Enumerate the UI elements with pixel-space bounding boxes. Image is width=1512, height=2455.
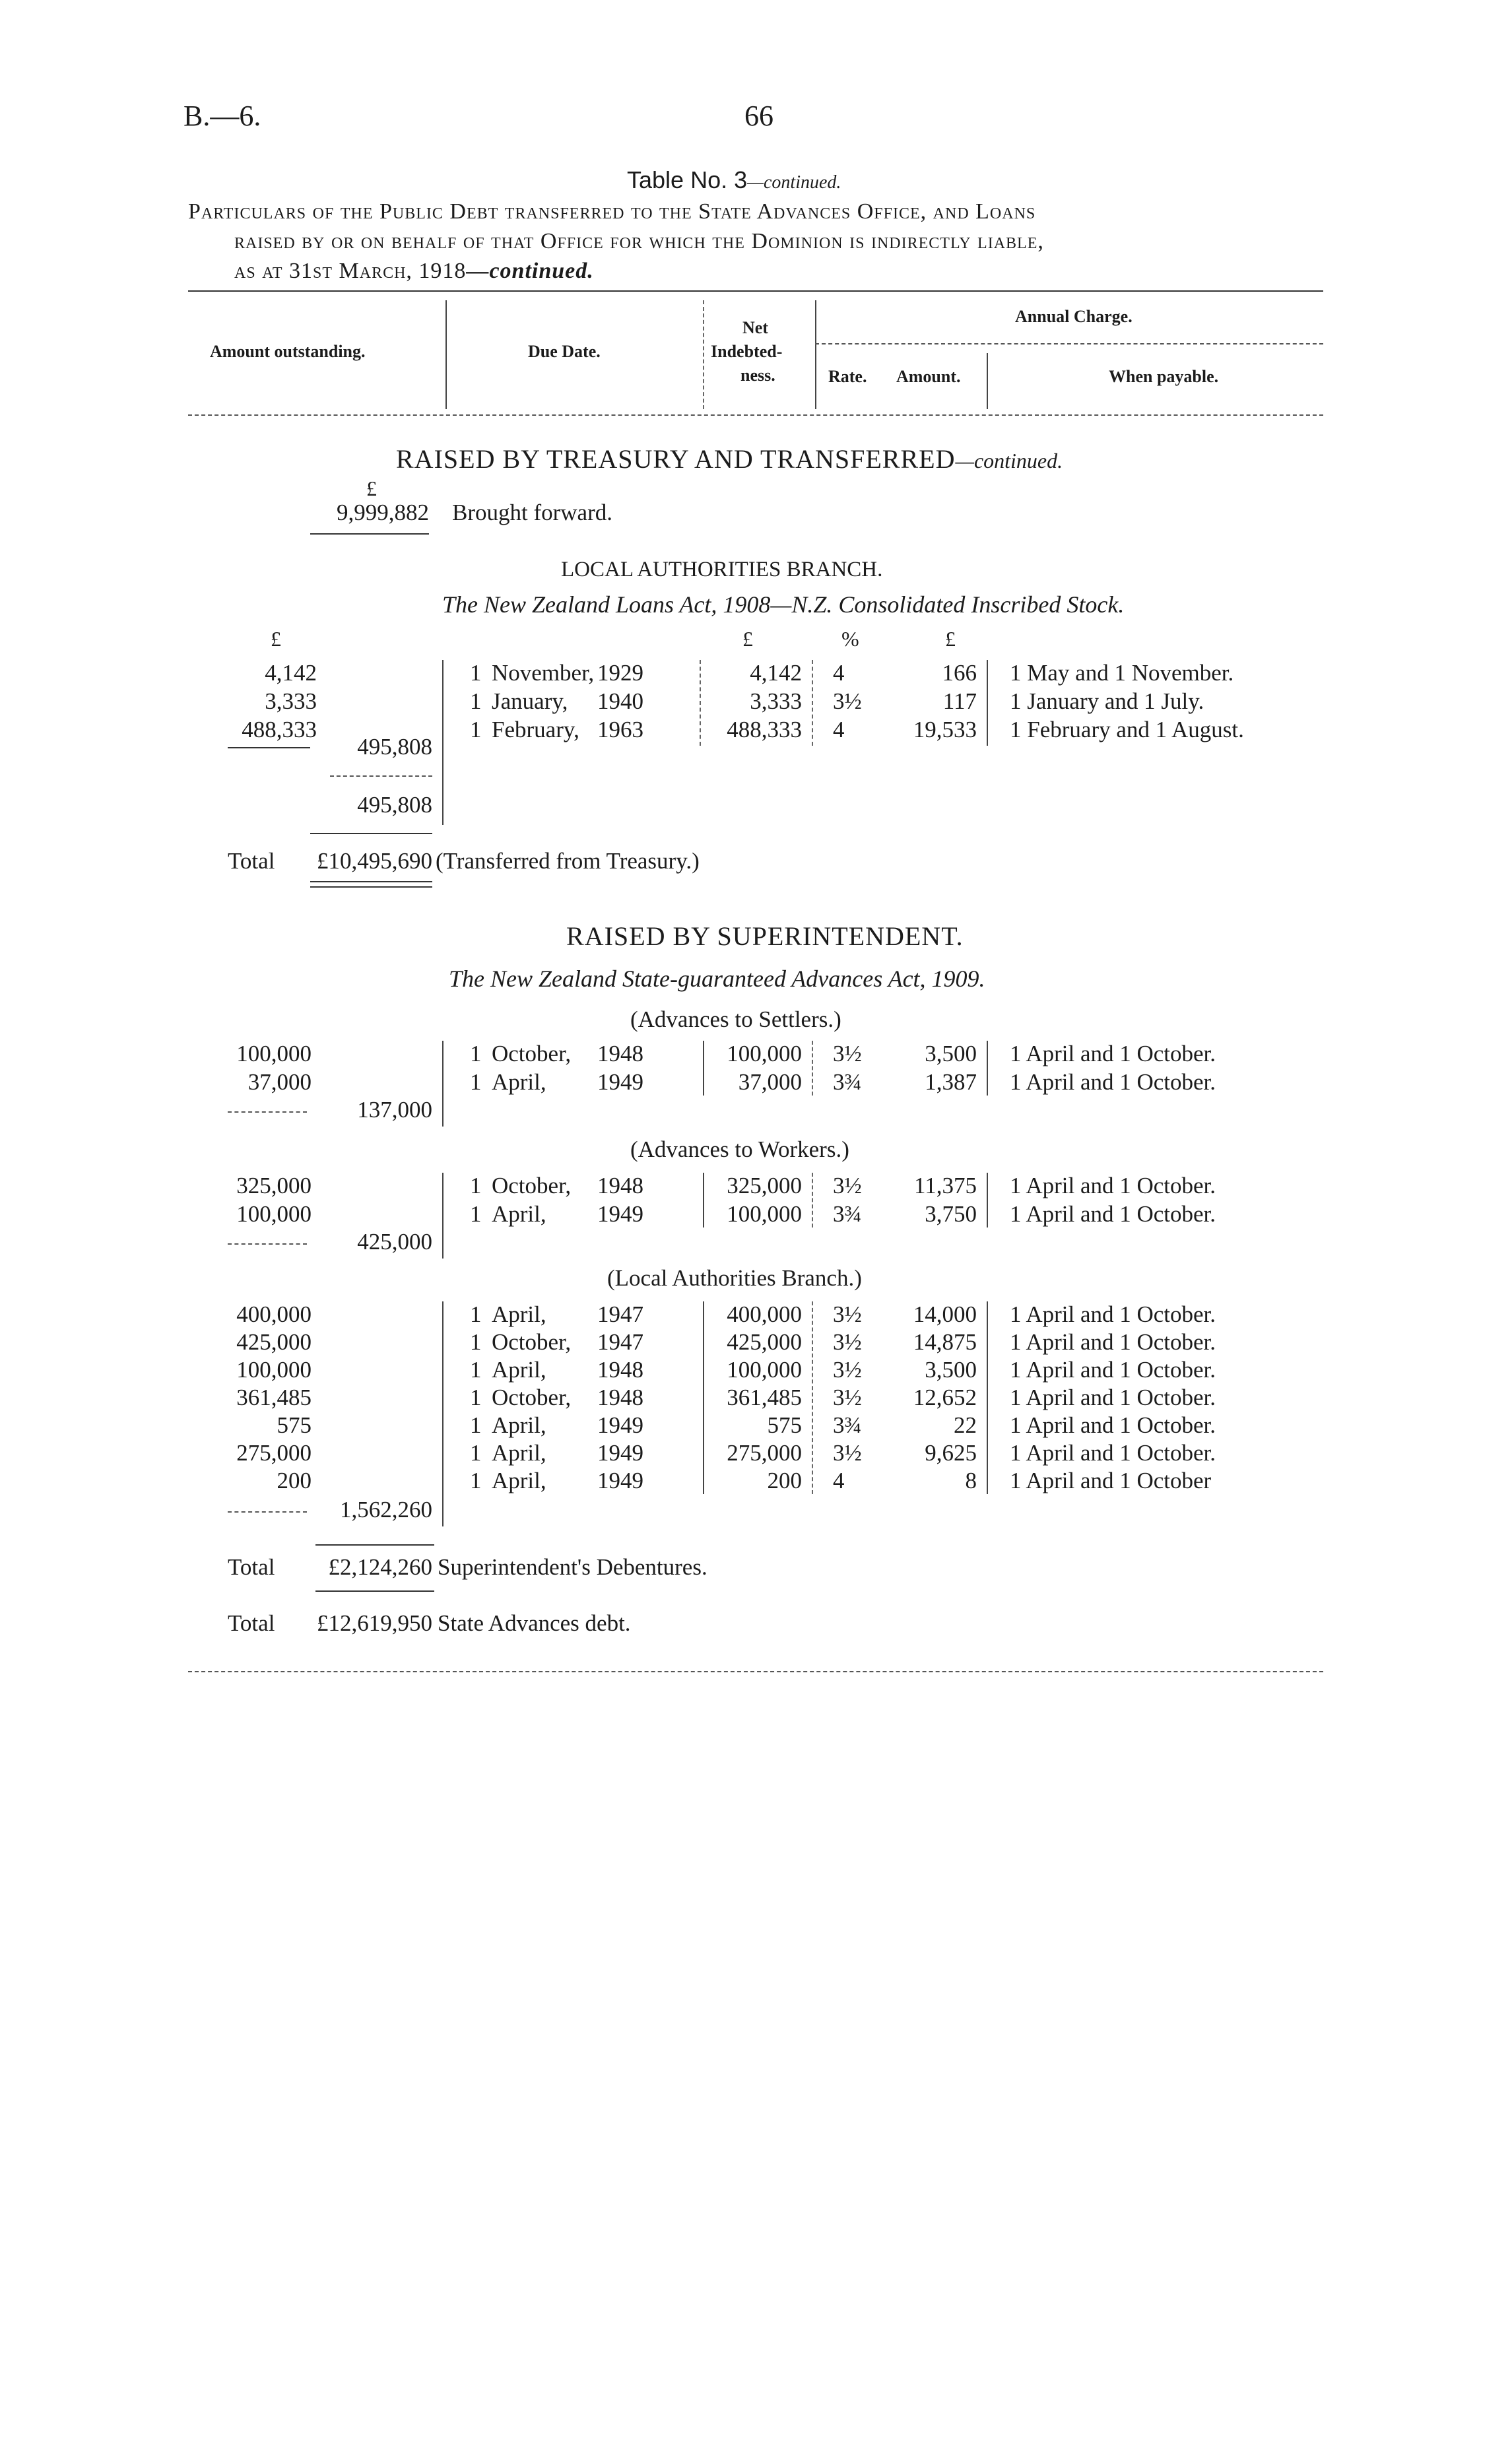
grand-total-desc: State Advances debt. bbox=[438, 1610, 631, 1636]
rate-cell: 3¾ bbox=[833, 1412, 862, 1438]
net-indebtedness-cell: 325,000 bbox=[727, 1173, 802, 1198]
due-day-cell: 1 bbox=[470, 1357, 482, 1383]
page-reference: B.—6. bbox=[183, 100, 261, 132]
super-total-rule-top bbox=[315, 1544, 434, 1546]
caption-line-2: raised by or on behalf of that Office for which the Dominion is indirectly liable, bbox=[234, 229, 1044, 253]
annual-amount-cell: 8 bbox=[965, 1468, 977, 1493]
net-indebtedness-cell: 3,333 bbox=[750, 688, 802, 714]
table-title bbox=[627, 166, 841, 194]
when-payable-cell: 1 April and 1 October. bbox=[1010, 1041, 1216, 1066]
due-month-cell: January, bbox=[492, 688, 568, 714]
treasury-total-desc: (Transferred from Treasury.) bbox=[436, 848, 700, 874]
rate-cell: 3½ bbox=[833, 1301, 862, 1327]
amount-outstanding-cell: 361,485 bbox=[236, 1385, 312, 1410]
header-divider-4 bbox=[987, 353, 988, 409]
amount-outstanding-cell: 400,000 bbox=[236, 1301, 312, 1327]
treasury-date-rule bbox=[442, 660, 444, 825]
net-indebtedness-cell: 575 bbox=[767, 1412, 802, 1438]
due-month-cell: April, bbox=[492, 1301, 546, 1327]
treasury-left-rule bbox=[228, 747, 310, 748]
group-title: (Advances to Settlers.) bbox=[630, 1006, 841, 1032]
caption-line-3-cont: —continued. bbox=[466, 259, 594, 283]
due-month-cell: April, bbox=[492, 1412, 546, 1438]
superintendent-heading: RAISED BY SUPERINTENDENT. bbox=[566, 921, 964, 951]
rate-cell: 4 bbox=[833, 1468, 845, 1493]
table-end-rule bbox=[188, 1671, 1323, 1672]
annual-amount-cell: 1,387 bbox=[925, 1069, 977, 1095]
net-indebtedness-cell: 488,333 bbox=[727, 717, 802, 742]
rate-cell: 3½ bbox=[833, 1173, 862, 1198]
super-total-rule-bottom bbox=[315, 1590, 434, 1592]
due-day-cell: 1 bbox=[470, 1201, 482, 1227]
sym-left: £ bbox=[271, 627, 281, 651]
due-day-cell: 1 bbox=[470, 1069, 482, 1095]
due-month-cell: November, bbox=[492, 660, 595, 686]
due-day-cell: 1 bbox=[470, 1385, 482, 1410]
group-outstanding-rule bbox=[228, 1111, 307, 1113]
brought-forward-label: Brought forward. bbox=[452, 500, 613, 525]
group-outstanding-rule bbox=[228, 1243, 307, 1245]
amount-outstanding-cell: 488,333 bbox=[242, 717, 317, 742]
brought-forward-amount: 9,999,882 bbox=[337, 500, 429, 525]
amount-outstanding-cell: 4,142 bbox=[265, 660, 317, 686]
net-indebtedness-cell: 425,000 bbox=[727, 1329, 802, 1355]
due-day-cell: 1 bbox=[470, 688, 482, 714]
col-net-3: ness. bbox=[740, 366, 775, 385]
treasury-subtotal-rule bbox=[330, 775, 432, 777]
due-day-cell: 1 bbox=[470, 717, 482, 742]
annual-amount-cell: 117 bbox=[942, 688, 977, 714]
due-month-cell: October, bbox=[492, 1385, 572, 1410]
col-rate: Rate. bbox=[828, 367, 867, 386]
due-month-cell: October, bbox=[492, 1041, 572, 1066]
group-net-rule bbox=[703, 1173, 704, 1228]
rate-cell: 3¾ bbox=[833, 1069, 862, 1095]
rate-cell: 3¾ bbox=[833, 1201, 862, 1227]
amount-outstanding-cell: 100,000 bbox=[236, 1201, 312, 1227]
treasury-total-amount: £10,495,690 bbox=[317, 848, 432, 874]
group-amount-rule bbox=[987, 1173, 988, 1228]
due-year-cell: 1949 bbox=[597, 1201, 643, 1227]
due-year-cell: 1948 bbox=[597, 1357, 643, 1383]
group-title: (Local Authorities Branch.) bbox=[607, 1265, 862, 1291]
due-year-cell: 1949 bbox=[597, 1468, 643, 1493]
due-month-cell: October, bbox=[492, 1329, 572, 1355]
header-bottom-rule bbox=[188, 414, 1323, 416]
local-authorities-heading: LOCAL AUTHORITIES BRANCH. bbox=[561, 558, 883, 581]
group-rate-rule bbox=[812, 1173, 813, 1228]
amount-outstanding-cell: 37,000 bbox=[247, 1069, 312, 1095]
when-payable-cell: 1 January and 1 July. bbox=[1010, 688, 1204, 714]
rate-cell: 4 bbox=[833, 660, 845, 686]
when-payable-cell: 1 February and 1 August. bbox=[1010, 717, 1244, 742]
header-divider-1 bbox=[445, 300, 447, 409]
group-subtotal: 1,562,260 bbox=[340, 1497, 432, 1522]
rate-cell: 3½ bbox=[833, 1041, 862, 1066]
due-year-cell: 1948 bbox=[597, 1041, 643, 1066]
treasury-heading-text: RAISED BY TREASURY AND TRANSFERRED bbox=[396, 444, 956, 474]
net-indebtedness-cell: 37,000 bbox=[738, 1069, 802, 1095]
table-title-main: Table No. 3 bbox=[627, 166, 748, 193]
due-day-cell: 1 bbox=[470, 660, 482, 686]
net-indebtedness-cell: 4,142 bbox=[750, 660, 802, 686]
caption-line-1: Particulars of the Public Debt transferred to the State Advances Office, and Loans bbox=[188, 199, 1036, 224]
annual-amount-cell: 14,875 bbox=[913, 1329, 977, 1355]
when-payable-cell: 1 April and 1 October. bbox=[1010, 1412, 1216, 1438]
treasury-net-rule bbox=[700, 660, 701, 746]
page-number: 66 bbox=[744, 100, 773, 132]
due-day-cell: 1 bbox=[470, 1440, 482, 1466]
col-due-date: Due Date. bbox=[528, 342, 601, 361]
when-payable-cell: 1 April and 1 October. bbox=[1010, 1301, 1216, 1327]
net-indebtedness-cell: 361,485 bbox=[727, 1385, 802, 1410]
net-indebtedness-cell: 400,000 bbox=[727, 1301, 802, 1327]
annual-amount-cell: 12,652 bbox=[913, 1385, 977, 1410]
treasury-amount-rule bbox=[987, 660, 988, 746]
due-year-cell: 1947 bbox=[597, 1301, 643, 1327]
treasury-heading-cont: —continued. bbox=[955, 449, 1063, 473]
annual-amount-cell: 3,500 bbox=[925, 1357, 977, 1383]
super-total-desc: Superintendent's Debentures. bbox=[438, 1554, 707, 1580]
group-net-rule bbox=[703, 1301, 704, 1494]
due-year-cell: 1948 bbox=[597, 1173, 643, 1198]
advances-act-title: The New Zealand State-guaranteed Advances Act, 1909. bbox=[449, 966, 985, 992]
net-indebtedness-cell: 100,000 bbox=[727, 1357, 802, 1383]
header-annual-rule bbox=[815, 343, 1323, 344]
treasury-heading bbox=[396, 443, 1063, 475]
due-month-cell: February, bbox=[492, 717, 579, 742]
col-annual-charge: Annual Charge. bbox=[1015, 307, 1133, 326]
treasury-subtotal-2: 495,808 bbox=[357, 792, 432, 818]
treasury-subtotal: 495,808 bbox=[357, 734, 432, 760]
due-day-cell: 1 bbox=[470, 1041, 482, 1066]
header-top-rule bbox=[188, 290, 1323, 292]
rate-cell: 3½ bbox=[833, 1329, 862, 1355]
treasury-total-rule-top bbox=[310, 833, 432, 834]
due-day-cell: 1 bbox=[470, 1468, 482, 1493]
when-payable-cell: 1 April and 1 October. bbox=[1010, 1440, 1216, 1466]
group-title: (Advances to Workers.) bbox=[630, 1136, 849, 1162]
group-subtotal: 137,000 bbox=[357, 1097, 432, 1123]
when-payable-cell: 1 April and 1 October. bbox=[1010, 1173, 1216, 1198]
table-title-cont: —continued. bbox=[747, 172, 841, 193]
due-day-cell: 1 bbox=[470, 1412, 482, 1438]
loans-act-title: The New Zealand Loans Act, 1908—N.Z. Consolidated Inscribed Stock. bbox=[442, 591, 1125, 618]
amount-outstanding-cell: 200 bbox=[277, 1468, 312, 1493]
col-net-2: Indebted- bbox=[711, 342, 783, 361]
treasury-rate-rule bbox=[812, 660, 813, 746]
col-net-1: Net bbox=[742, 318, 768, 337]
group-date-rule bbox=[442, 1301, 444, 1526]
rate-cell: 3½ bbox=[833, 688, 862, 714]
group-rate-rule bbox=[812, 1301, 813, 1494]
grand-total-amount: £12,619,950 bbox=[317, 1610, 432, 1636]
due-year-cell: 1949 bbox=[597, 1440, 643, 1466]
col-amount-outstanding: Amount outstanding. bbox=[210, 342, 366, 361]
group-date-rule bbox=[442, 1041, 444, 1127]
due-year-cell: 1963 bbox=[597, 717, 643, 742]
treasury-total-rule-2 bbox=[310, 886, 432, 888]
rate-cell: 3½ bbox=[833, 1385, 862, 1410]
when-payable-cell: 1 April and 1 October. bbox=[1010, 1329, 1216, 1355]
annual-amount-cell: 11,375 bbox=[914, 1173, 977, 1198]
due-year-cell: 1947 bbox=[597, 1329, 643, 1355]
sym-amount: £ bbox=[945, 627, 956, 651]
brought-forward-rule bbox=[310, 533, 429, 535]
net-indebtedness-cell: 100,000 bbox=[727, 1041, 802, 1066]
when-payable-cell: 1 April and 1 October bbox=[1010, 1468, 1212, 1493]
grand-total-label: Total bbox=[228, 1610, 275, 1636]
header-divider-3 bbox=[815, 300, 816, 409]
annual-amount-cell: 22 bbox=[954, 1412, 977, 1438]
net-indebtedness-cell: 100,000 bbox=[727, 1201, 802, 1227]
when-payable-cell: 1 April and 1 October. bbox=[1010, 1069, 1216, 1095]
amount-outstanding-cell: 100,000 bbox=[236, 1041, 312, 1066]
col-amount: Amount. bbox=[896, 367, 961, 386]
annual-amount-cell: 19,533 bbox=[913, 717, 977, 742]
group-rate-rule bbox=[812, 1041, 813, 1096]
sym-net: £ bbox=[742, 627, 753, 651]
group-net-rule bbox=[703, 1041, 704, 1096]
when-payable-cell: 1 April and 1 October. bbox=[1010, 1385, 1216, 1410]
when-payable-cell: 1 May and 1 November. bbox=[1010, 660, 1234, 686]
annual-amount-cell: 166 bbox=[942, 660, 977, 686]
due-year-cell: 1948 bbox=[597, 1385, 643, 1410]
due-year-cell: 1949 bbox=[597, 1412, 643, 1438]
due-month-cell: April, bbox=[492, 1201, 546, 1227]
caption-line-3-text: as at 31st March, 1918 bbox=[234, 259, 467, 283]
due-year-cell: 1940 bbox=[597, 688, 643, 714]
due-year-cell: 1949 bbox=[597, 1069, 643, 1095]
sym-rate: % bbox=[841, 627, 859, 651]
treasury-total-label: Total bbox=[228, 848, 275, 874]
super-total-amount: £2,124,260 bbox=[328, 1554, 432, 1580]
when-payable-cell: 1 April and 1 October. bbox=[1010, 1357, 1216, 1383]
amount-outstanding-cell: 425,000 bbox=[236, 1329, 312, 1355]
due-day-cell: 1 bbox=[470, 1173, 482, 1198]
group-subtotal: 425,000 bbox=[357, 1229, 432, 1255]
due-month-cell: April, bbox=[492, 1468, 546, 1493]
annual-amount-cell: 3,500 bbox=[925, 1041, 977, 1066]
when-payable-cell: 1 April and 1 October. bbox=[1010, 1201, 1216, 1227]
amount-outstanding-cell: 275,000 bbox=[236, 1440, 312, 1466]
amount-outstanding-cell: 3,333 bbox=[265, 688, 317, 714]
group-outstanding-rule bbox=[228, 1511, 307, 1513]
rate-cell: 3½ bbox=[833, 1357, 862, 1383]
annual-amount-cell: 3,750 bbox=[925, 1201, 977, 1227]
treasury-total-rule-1 bbox=[310, 881, 432, 882]
due-month-cell: October, bbox=[492, 1173, 572, 1198]
group-amount-rule bbox=[987, 1041, 988, 1096]
header-divider-2 bbox=[703, 300, 704, 409]
caption-line-3 bbox=[234, 259, 594, 284]
amount-outstanding-cell: 575 bbox=[277, 1412, 312, 1438]
col-when-payable: When payable. bbox=[1109, 367, 1219, 386]
annual-amount-cell: 14,000 bbox=[913, 1301, 977, 1327]
annual-amount-cell: 9,625 bbox=[925, 1440, 977, 1466]
super-total-label: Total bbox=[228, 1554, 275, 1580]
rate-cell: 3½ bbox=[833, 1440, 862, 1466]
group-amount-rule bbox=[987, 1301, 988, 1494]
brought-pound-sign: £ bbox=[366, 476, 377, 500]
due-day-cell: 1 bbox=[470, 1329, 482, 1355]
due-month-cell: April, bbox=[492, 1357, 546, 1383]
due-month-cell: April, bbox=[492, 1440, 546, 1466]
due-month-cell: April, bbox=[492, 1069, 546, 1095]
net-indebtedness-cell: 200 bbox=[767, 1468, 802, 1493]
due-year-cell: 1929 bbox=[597, 660, 643, 686]
net-indebtedness-cell: 275,000 bbox=[727, 1440, 802, 1466]
amount-outstanding-cell: 100,000 bbox=[236, 1357, 312, 1383]
group-date-rule bbox=[442, 1173, 444, 1259]
due-day-cell: 1 bbox=[470, 1301, 482, 1327]
amount-outstanding-cell: 325,000 bbox=[236, 1173, 312, 1198]
rate-cell: 4 bbox=[833, 717, 845, 742]
